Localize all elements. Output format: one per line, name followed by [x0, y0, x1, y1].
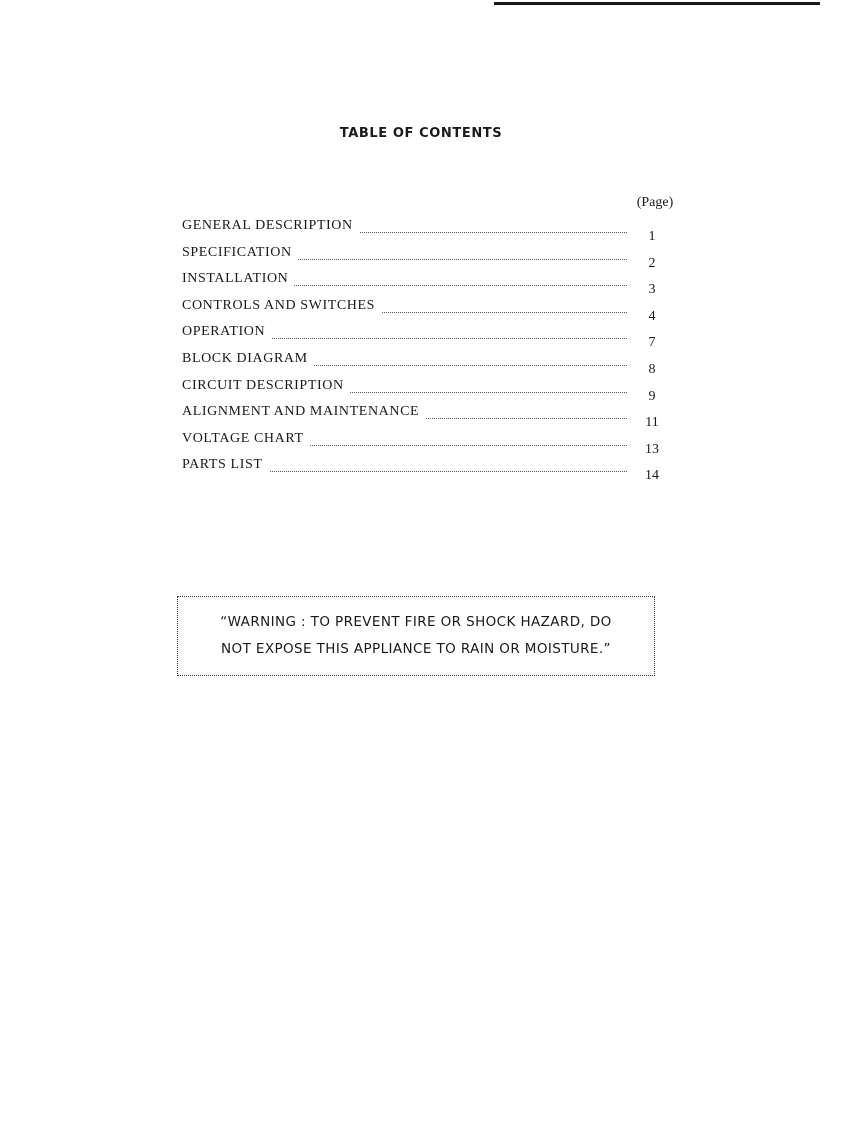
toc-entry-label: OPERATION [182, 324, 271, 340]
toc-entry-controls-and-switches [182, 296, 672, 323]
toc-entry-label: SPECIFICATION [182, 245, 298, 261]
toc-entry-label: VOLTAGE CHART [182, 431, 310, 447]
toc-entry-page: 7 [648, 335, 656, 351]
toc-entry-block-diagram [182, 349, 672, 376]
warning-box [177, 596, 655, 676]
toc-entry-operation [182, 322, 672, 349]
toc-entry-page: 4 [648, 308, 656, 324]
toc-entry-parts-list [182, 455, 672, 482]
toc-entry-label: INSTALLATION [182, 271, 294, 287]
toc-entry-specification [182, 243, 672, 270]
toc-entry-page: 13 [645, 441, 659, 457]
toc-list [182, 216, 672, 482]
toc-entry-page: 11 [645, 415, 659, 431]
toc-entry-label: GENERAL DESCRIPTION [182, 218, 359, 234]
toc-entry-page: 9 [648, 388, 656, 404]
warning-text-line-2: NOT EXPOSE THIS APPLIANCE TO RAIN OR MOISTURE.” [221, 641, 611, 657]
toc-entry-page: 8 [648, 361, 656, 377]
toc-entry-page: 3 [648, 282, 656, 298]
page-title: TABLE OF CONTENTS [339, 126, 503, 141]
toc-entry-label: CONTROLS AND SWITCHES [182, 298, 381, 314]
toc-entry-voltage-chart [182, 429, 672, 456]
top-rule [494, 2, 820, 5]
page-column-heading: (Page) [636, 195, 674, 210]
toc-entry-label: BLOCK DIAGRAM [182, 351, 314, 367]
warning-text-line-1: “WARNING : TO PREVENT FIRE OR SHOCK HAZARD, DO [220, 614, 612, 630]
toc-entry-page: 1 [648, 229, 656, 244]
toc-entry-general-description [182, 216, 672, 243]
toc-entry-alignment-and-maintenance [182, 402, 672, 429]
toc-entry-label: ALIGNMENT AND MAINTENANCE [182, 404, 425, 420]
toc-entry-label: PARTS LIST [182, 457, 269, 473]
toc-entry-label: CIRCUIT DESCRIPTION [182, 378, 350, 394]
toc-entry-page: 14 [645, 468, 659, 484]
toc-entry-installation [182, 269, 672, 296]
toc-entry-circuit-description [182, 376, 672, 403]
toc-entry-page: 2 [648, 255, 656, 271]
